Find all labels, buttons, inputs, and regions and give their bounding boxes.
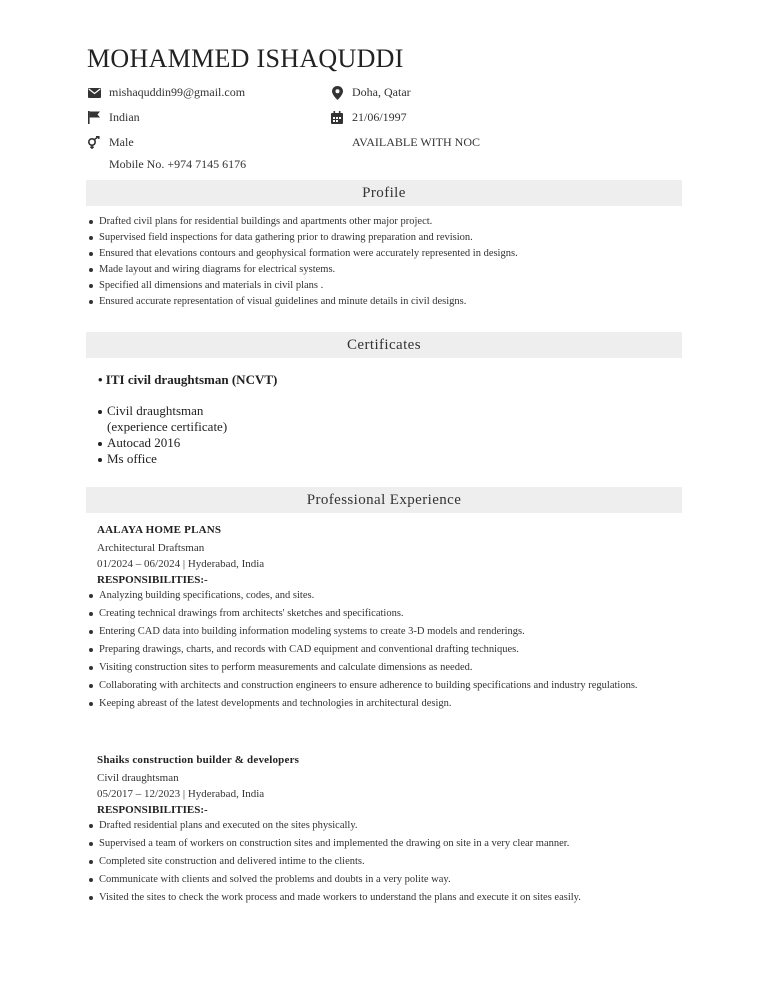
map-pin-icon [330,86,344,100]
certificate-item: Ms office [98,451,227,467]
job-role: Architectural Draftsman [97,542,205,554]
list-item: Visiting construction sites to perform measurements and calculate dimensions as needed. [88,660,677,675]
availability-row [352,135,480,150]
responsibilities-list [88,588,677,711]
list-item: Entering CAD data into building information modeling systems to create 3-D models and renderings. [88,624,677,639]
location-text: Doha, Qatar [352,85,411,99]
list-item: Collaborating with architects and construction engineers to ensure adherence to building specifications and industry regulations. [88,678,677,693]
list-item: Visited the sites to check the work process and made workers to understand the plans and execute it on sites easily. [88,890,677,905]
candidate-name: MOHAMMED ISHAQUDDI [87,44,404,73]
job-role: Civil draughtsman [97,772,179,784]
list-item: Communicate with clients and solved the problems and doubts in a very polite way. [88,872,677,887]
email-text: mishaquddin99@gmail.com [109,85,246,99]
experience-title: Professional Experience [306,491,462,508]
calendar-icon [330,111,344,125]
mobile-number: Mobile No. +974 7145 6176 [109,157,247,171]
list-item: Drafted civil plans for residential buildings and apartments other major project. [88,214,518,230]
gender-row [87,135,134,150]
responsibilities-label: RESPONSIBILITIES:- [97,574,208,586]
envelope-icon [87,86,101,100]
certificate-item: Autocad 2016 [98,435,227,451]
company-name: Shaiks construction builder & developers [97,754,300,766]
profile-title: Profile [362,184,406,201]
certificate-item: Civil draughtsman [98,403,227,419]
certificate-item-note: (experience certificate) [107,419,228,434]
list-item: Supervised field inspections for data gathering prior to drawing preparation and revision. [88,230,518,246]
dob-row [330,110,407,125]
profile-section-header [86,180,682,206]
certificates-title: Certificates [347,336,421,353]
certificates-section-header [86,332,682,358]
list-item: Ensured that elevations contours and geophysical formation were accurately represented in designs. [88,246,518,262]
list-item: Preparing drawings, charts, and records with CAD equipment and conventional drafting techniques. [88,642,677,657]
availability-text: AVAILABLE WITH NOC [352,135,480,149]
list-item: Creating technical drawings from architects' sketches and specifications. [88,606,677,621]
responsibilities-label: RESPONSIBILITIES:- [97,804,208,816]
flag-icon [87,111,101,125]
list-item: Keeping abreast of the latest developments and technologies in architectural design. [88,696,677,711]
gender-text: Male [109,135,134,149]
dob-text: 21/06/1997 [352,110,407,124]
list-item: Drafted residential plans and executed on the sites physically. [88,818,677,833]
list-item: Made layout and wiring diagrams for electrical systems. [88,262,518,278]
location-row [330,85,411,100]
email-row [87,85,245,100]
company-name: AALAYA HOME PLANS [97,524,222,536]
list-item: Ensured accurate representation of visual guidelines and minute details in civil designs. [88,294,518,310]
nationality-text: Indian [109,110,140,124]
job-entry [97,522,677,714]
list-item: Specified all dimensions and materials in civil plans . [88,278,518,294]
nationality-row [87,110,140,125]
certificate-list [98,403,227,467]
list-item: Completed site construction and delivered intime to the clients. [88,854,677,869]
job-period: 05/2017 – 12/2023 | Hyderabad, India [97,788,265,800]
responsibilities-list [88,818,677,905]
gender-icon [87,136,101,150]
job-entry [97,752,677,908]
list-item: Supervised a team of workers on construction sites and implemented the drawing on site in a very clear manner. [88,836,677,851]
job-period: 01/2024 – 06/2024 | Hyderabad, India [97,558,265,570]
profile-list [88,214,518,310]
experience-section-header [86,487,682,513]
list-item: Analyzing building specifications, codes, and sites. [88,588,677,603]
certificate-main: • ITI civil draughtsman (NCVT) [98,372,278,387]
